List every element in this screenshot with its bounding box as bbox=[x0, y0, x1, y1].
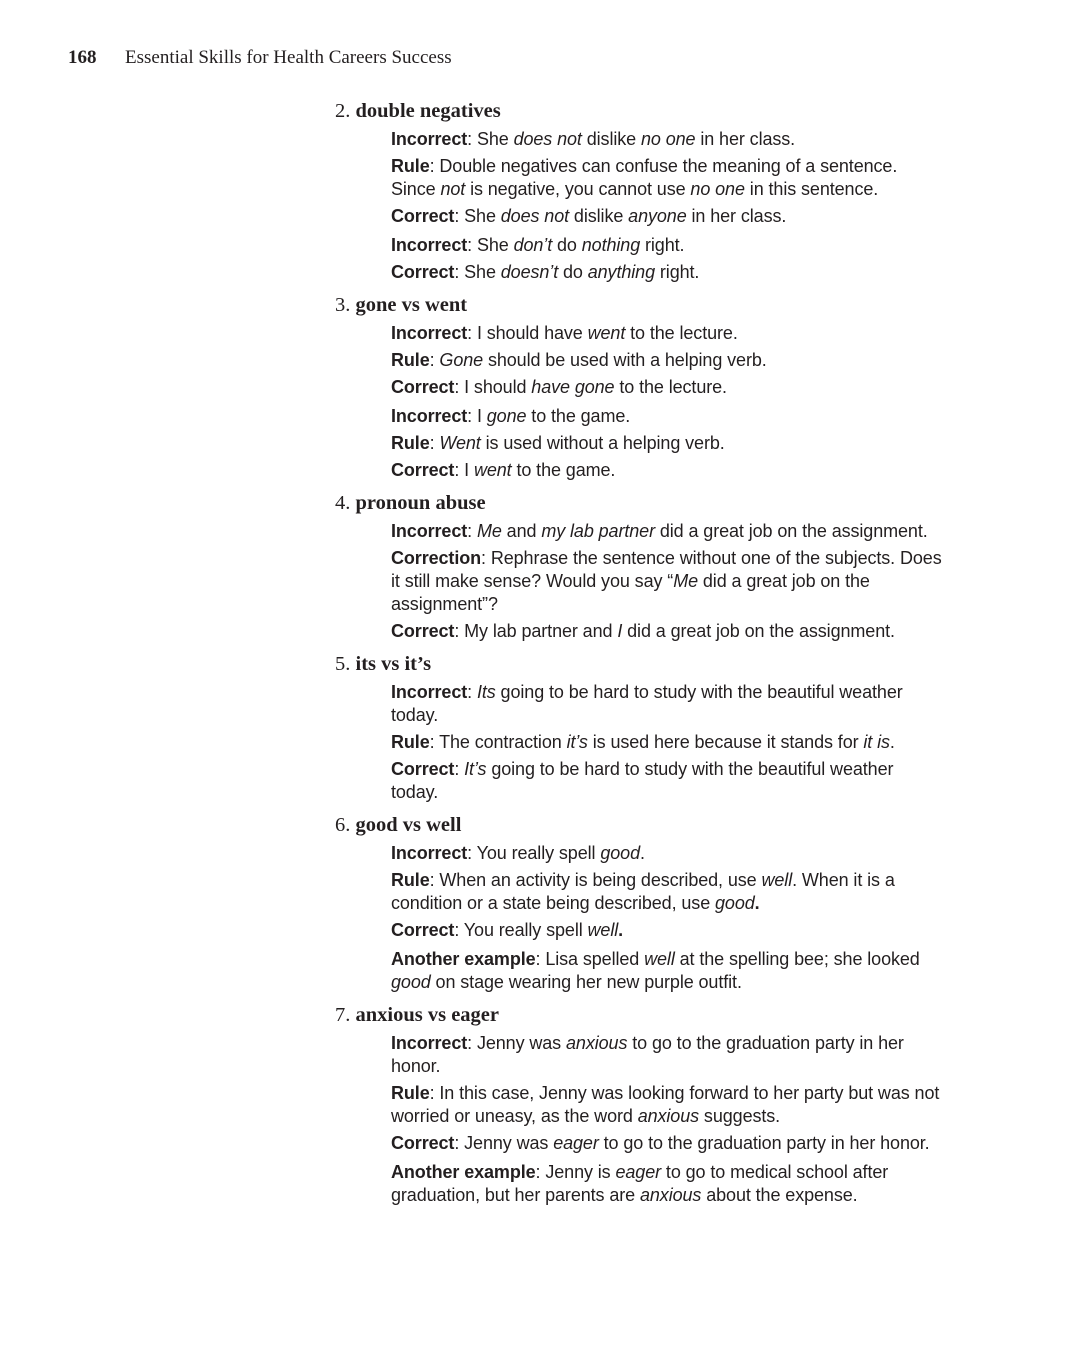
section-number: 6. bbox=[335, 814, 351, 836]
body-text: : Lisa spelled bbox=[535, 949, 645, 969]
body-text: to go to the graduation party in her honor. bbox=[598, 1133, 930, 1153]
example-paragraph bbox=[391, 155, 943, 201]
body-text: dislike bbox=[581, 129, 641, 149]
bold-label: Incorrect bbox=[391, 323, 468, 343]
body-text: : bbox=[467, 682, 477, 702]
body-text: : She bbox=[467, 235, 514, 255]
example-paragraph bbox=[391, 322, 943, 345]
italic-term: Went bbox=[439, 433, 481, 453]
example-group bbox=[391, 1032, 943, 1155]
body-text: in her class. bbox=[695, 129, 796, 149]
italic-term: anything bbox=[587, 262, 655, 282]
body-text: . When it is a condition or a state being described, use bbox=[391, 870, 895, 913]
body-text: . bbox=[640, 843, 645, 863]
example-group bbox=[391, 234, 943, 284]
bold-label: Rule bbox=[391, 870, 430, 890]
body-text: should be used with a helping verb. bbox=[483, 350, 767, 370]
example-paragraph bbox=[391, 432, 943, 455]
bold-label: Correct bbox=[391, 460, 455, 480]
bold-label: Incorrect bbox=[391, 129, 468, 149]
example-paragraph bbox=[391, 869, 943, 915]
section-heading bbox=[335, 290, 945, 320]
section-title: anxious vs eager bbox=[355, 1004, 499, 1026]
example-paragraph bbox=[391, 842, 943, 865]
body-text: : The contraction bbox=[429, 732, 567, 752]
section-heading bbox=[335, 649, 945, 679]
bold-label: Correct bbox=[391, 621, 455, 641]
italic-term: It’s bbox=[464, 759, 487, 779]
bold-label: . bbox=[618, 920, 624, 940]
body-text: did a great job on the assignment”? bbox=[391, 571, 870, 614]
section-title: good vs well bbox=[355, 814, 462, 836]
body-text: : My lab partner and bbox=[454, 621, 618, 641]
example-group bbox=[391, 681, 943, 804]
example-paragraph bbox=[391, 919, 943, 942]
bold-label: Incorrect bbox=[391, 235, 468, 255]
bold-label: Correct bbox=[391, 920, 455, 940]
example-paragraph bbox=[391, 681, 943, 727]
body-text: to the lecture. bbox=[625, 323, 738, 343]
body-text: right. bbox=[640, 235, 685, 255]
italic-term: gone bbox=[486, 406, 527, 426]
body-text: going to be hard to study with the beautiful weather today. bbox=[391, 759, 894, 802]
body-text: : She bbox=[467, 129, 514, 149]
italic-term: good bbox=[715, 893, 755, 913]
body-text: is negative, you cannot use bbox=[465, 179, 691, 199]
example-group bbox=[391, 322, 943, 399]
example-paragraph bbox=[391, 758, 943, 804]
body-text: right. bbox=[655, 262, 700, 282]
body-text: : I bbox=[467, 406, 487, 426]
body-text: suggests. bbox=[699, 1106, 781, 1126]
body-text: : Double negatives can confuse the meaning of a sentence. Since bbox=[391, 156, 898, 199]
bold-label: . bbox=[754, 893, 760, 913]
body-text: : bbox=[429, 433, 440, 453]
body-text: : Jenny is bbox=[535, 1162, 616, 1182]
italic-term: went bbox=[473, 460, 512, 480]
italic-term: does not bbox=[500, 206, 570, 226]
example-paragraph bbox=[391, 948, 943, 994]
bold-label: Correction bbox=[391, 548, 482, 568]
body-text: in her class. bbox=[686, 206, 787, 226]
body-text: : You really spell bbox=[454, 920, 588, 940]
example-paragraph bbox=[391, 349, 943, 372]
body-text: on stage wearing her new purple outfit. bbox=[430, 972, 742, 992]
italic-term: have gone bbox=[531, 377, 615, 397]
page-content bbox=[335, 96, 945, 1213]
section-number: 5. bbox=[335, 653, 351, 675]
body-text: is used here because it stands for bbox=[587, 732, 864, 752]
example-paragraph bbox=[391, 234, 943, 257]
italic-term: good bbox=[600, 843, 640, 863]
body-text: : Jenny was bbox=[454, 1133, 554, 1153]
bold-label: Incorrect bbox=[391, 406, 468, 426]
example-paragraph bbox=[391, 261, 943, 284]
italic-term: Gone bbox=[439, 350, 484, 370]
section-heading bbox=[335, 96, 945, 126]
italic-term: well bbox=[644, 949, 675, 969]
italic-term: well bbox=[587, 920, 619, 940]
bold-label: Rule bbox=[391, 350, 430, 370]
body-text: in this sentence. bbox=[744, 179, 879, 199]
bold-label: Rule bbox=[391, 156, 430, 176]
book-title: Essential Skills for Health Careers Success bbox=[125, 47, 452, 68]
example-paragraph bbox=[391, 405, 943, 428]
body-text: : I bbox=[454, 460, 474, 480]
example-group bbox=[391, 128, 943, 228]
bold-label: Correct bbox=[391, 206, 455, 226]
bold-label: Correct bbox=[391, 262, 455, 282]
body-text: do bbox=[558, 262, 588, 282]
bold-label: Incorrect bbox=[391, 682, 468, 702]
example-paragraph bbox=[391, 1132, 943, 1155]
body-text: : I should have bbox=[467, 323, 588, 343]
body-text: : You really spell bbox=[467, 843, 601, 863]
section-number: 3. bbox=[335, 294, 351, 316]
body-text: : In this case, Jenny was looking forward to her party but was not worried or uneasy, as the word bbox=[391, 1083, 940, 1126]
italic-term: it is bbox=[863, 732, 890, 752]
example-group bbox=[391, 1161, 943, 1207]
body-text: : She bbox=[454, 206, 501, 226]
bold-label: Incorrect bbox=[391, 843, 468, 863]
section-number: 2. bbox=[335, 100, 351, 122]
body-text: and bbox=[501, 521, 542, 541]
italic-term: no one bbox=[690, 179, 745, 199]
body-text: : She bbox=[454, 262, 501, 282]
body-text: : When an activity is being described, use bbox=[429, 870, 762, 890]
italic-term: eager bbox=[553, 1133, 599, 1153]
section-heading bbox=[335, 488, 945, 518]
body-text: is used without a helping verb. bbox=[480, 433, 725, 453]
section-number: 4. bbox=[335, 492, 351, 514]
example-paragraph bbox=[391, 1082, 943, 1128]
body-text: : Rephrase the sentence without one of the subjects. Does it still make sense? Would you say “ bbox=[391, 548, 942, 591]
italic-term: good bbox=[391, 972, 431, 992]
italic-term: well bbox=[761, 870, 793, 890]
body-text: to go to medical school after graduation, but her parents are bbox=[391, 1162, 889, 1205]
italic-term: don’t bbox=[513, 235, 553, 255]
italic-term: Its bbox=[476, 682, 496, 702]
body-text: : Jenny was bbox=[467, 1033, 566, 1053]
example-group bbox=[391, 520, 943, 643]
body-text: : bbox=[467, 521, 477, 541]
body-text: : bbox=[454, 759, 465, 779]
bold-label: Correct bbox=[391, 377, 455, 397]
example-paragraph bbox=[391, 128, 943, 151]
body-text: at the spelling bee; she looked bbox=[674, 949, 920, 969]
body-text: did a great job on the assignment. bbox=[654, 521, 928, 541]
section-title: double negatives bbox=[355, 100, 501, 122]
body-text: : I should bbox=[454, 377, 532, 397]
italic-term: anxious bbox=[639, 1185, 702, 1205]
example-paragraph bbox=[391, 731, 943, 754]
bold-label: Rule bbox=[391, 732, 430, 752]
section-title: its vs it’s bbox=[355, 653, 432, 675]
body-text: do bbox=[552, 235, 582, 255]
grammar-section bbox=[335, 649, 945, 804]
italic-term: no one bbox=[640, 129, 696, 149]
example-group bbox=[391, 948, 943, 994]
italic-term: doesn’t bbox=[500, 262, 559, 282]
example-paragraph bbox=[391, 376, 943, 399]
example-group bbox=[391, 842, 943, 942]
body-text: about the expense. bbox=[701, 1185, 858, 1205]
body-text: going to be hard to study with the beautiful weather today. bbox=[391, 682, 903, 725]
italic-term: went bbox=[587, 323, 626, 343]
body-text: to the game. bbox=[511, 460, 616, 480]
body-text: to the lecture. bbox=[614, 377, 727, 397]
grammar-section bbox=[335, 488, 945, 643]
example-paragraph bbox=[391, 520, 943, 543]
body-text: did a great job on the assignment. bbox=[622, 621, 895, 641]
bold-label: Correct bbox=[391, 759, 455, 779]
italic-term: anyone bbox=[628, 206, 687, 226]
example-paragraph bbox=[391, 205, 943, 228]
section-title: pronoun abuse bbox=[355, 492, 486, 514]
italic-term: anxious bbox=[637, 1106, 700, 1126]
body-text: to go to the graduation party in her honor. bbox=[391, 1033, 904, 1076]
example-paragraph bbox=[391, 620, 943, 643]
section-heading bbox=[335, 1000, 945, 1030]
italic-term: Me bbox=[673, 571, 698, 591]
example-paragraph bbox=[391, 547, 943, 616]
bold-label: Another example bbox=[391, 949, 536, 969]
italic-term: anxious bbox=[566, 1033, 628, 1053]
italic-term: does not bbox=[513, 129, 582, 149]
bold-label: Incorrect bbox=[391, 521, 468, 541]
example-paragraph bbox=[391, 1161, 943, 1207]
section-heading bbox=[335, 810, 945, 840]
bold-label: Another example bbox=[391, 1162, 536, 1182]
italic-term: eager bbox=[615, 1162, 662, 1182]
italic-term: not bbox=[440, 179, 466, 199]
italic-term: it’s bbox=[566, 732, 588, 752]
body-text: dislike bbox=[569, 206, 629, 226]
bold-label: Rule bbox=[391, 1083, 430, 1103]
bold-label: Rule bbox=[391, 433, 430, 453]
italic-term: my lab partner bbox=[541, 521, 655, 541]
section-title: gone vs went bbox=[355, 294, 468, 316]
example-paragraph bbox=[391, 1032, 943, 1078]
grammar-section bbox=[335, 96, 945, 284]
grammar-section bbox=[335, 1000, 945, 1207]
example-paragraph bbox=[391, 459, 943, 482]
italic-term: Me bbox=[476, 521, 502, 541]
page-number: 168 bbox=[68, 47, 97, 68]
section-number: 7. bbox=[335, 1004, 351, 1026]
example-group bbox=[391, 405, 943, 482]
running-head bbox=[68, 47, 452, 69]
italic-term: nothing bbox=[581, 235, 641, 255]
bold-label: Incorrect bbox=[391, 1033, 468, 1053]
bold-label: Correct bbox=[391, 1133, 455, 1153]
body-text: : bbox=[429, 350, 440, 370]
grammar-section bbox=[335, 290, 945, 482]
grammar-section bbox=[335, 810, 945, 994]
body-text: . bbox=[889, 732, 895, 752]
body-text: to the game. bbox=[526, 406, 631, 426]
italic-term: I bbox=[617, 621, 623, 641]
